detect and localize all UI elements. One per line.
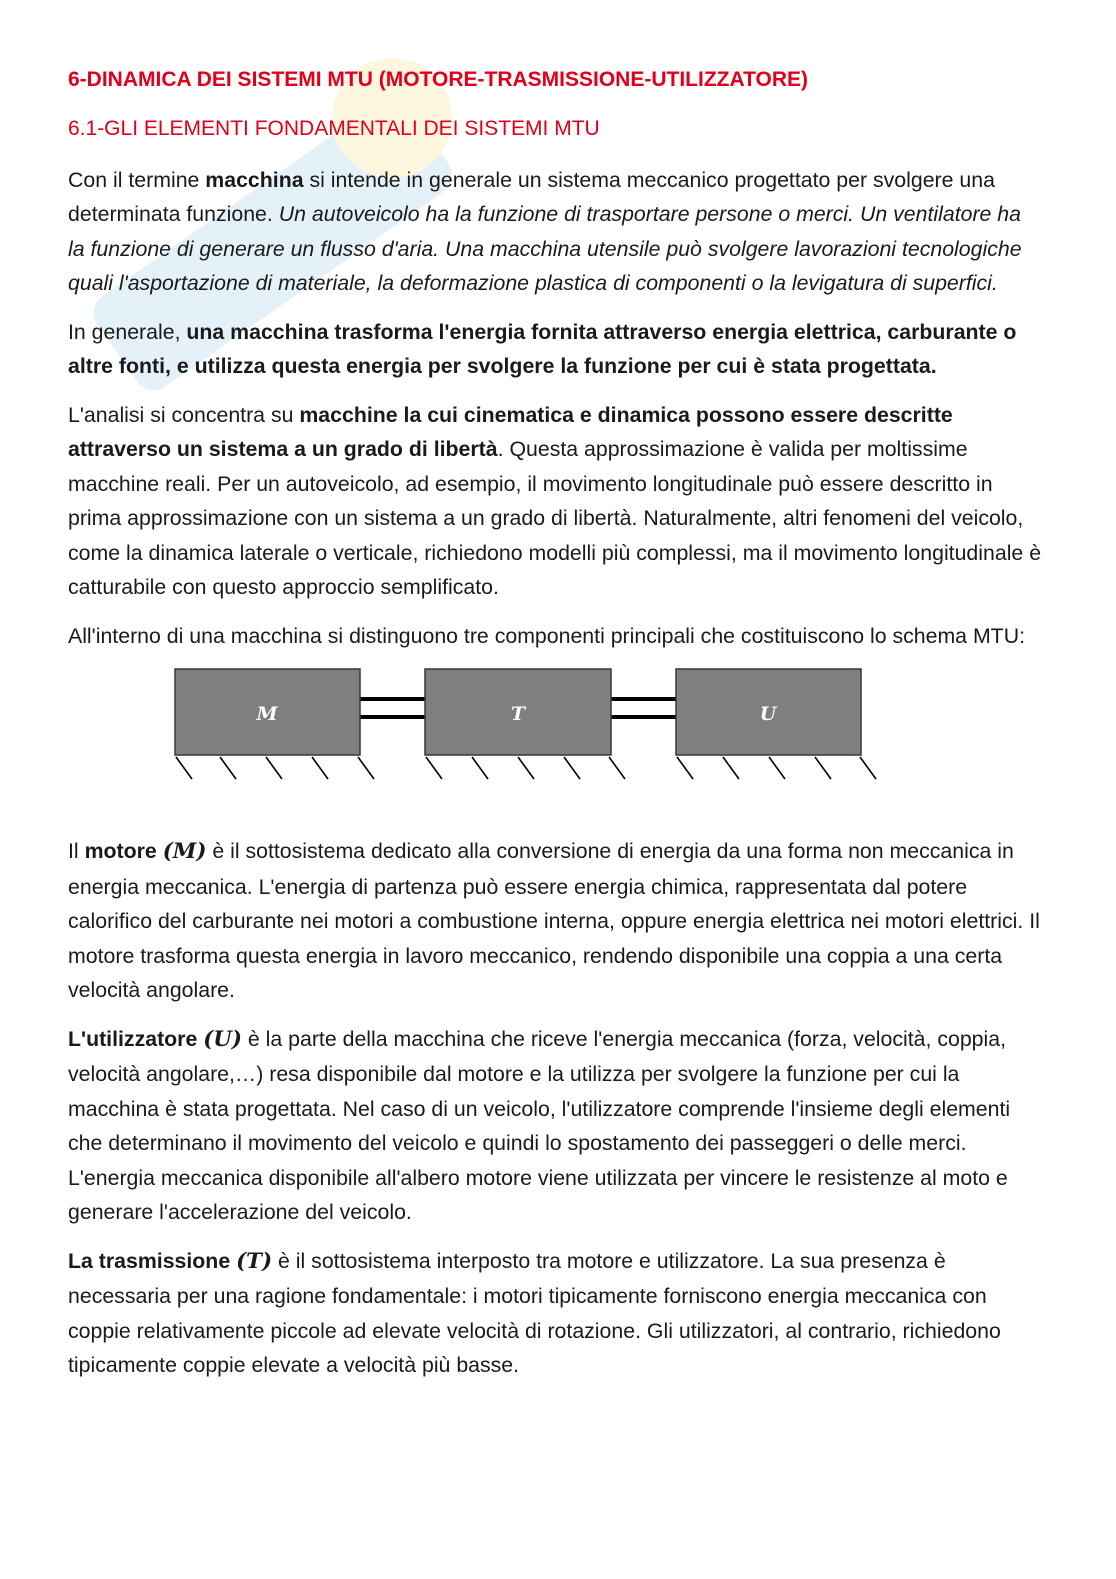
paragraph-machine-definition: Con il termine macchina si intende in generale un sistema meccanico progettato per svolgere una determinata funzione. Un autoveicolo ha la funzione di trasportare persone o merci. Un ventilatore ha la funzione di generare un flusso d'aria. Una macchina utensile può svolgere lavorazioni tecnologiche quali l'asportazione di materiale, la deformazione plastica di componenti o la levigatura di superfici. [68,167,1022,296]
mtu-diagram [68,667,1043,812]
chapter-heading: 6-DINAMICA DEI SISTEMI MTU (MOTORE-TRASMISSIONE-UTILIZZATORE) [68,68,809,91]
symbol-t: (T) [236,1248,273,1274]
paragraph-trasmissione: La trasmissione (T) è il sottosistema interposto tra motore e utilizzatore. La sua presenza è necessaria per una ragione fondamentale: i motori tipicamente forniscono energia meccanica con coppie relativamente piccole ad elevate velocità di rotazione. Gli utilizzatori, al contrario, richiedono tipicamente coppie elevate a velocità più basse. [68,1248,1001,1378]
paragraph-motore: Il motore (M) è il sottosistema dedicato alla conversione di energia da una forma non meccanica in energia meccanica. L'energia di partenza può essere energia chimica, rappresentata dal potere calorifico del carburante nei motori a combustione interna, oppure energia elettrica nei motori elettrici. Il motore trasforma questa energia in lavoro meccanico, rendendo disponibile una coppia a una certa velocità angolare. [68,839,1040,1003]
label-t: T [510,703,526,726]
label-m: M [256,703,278,726]
document-page [68,66,1043,1397]
paragraph-utilizzatore: L'utilizzatore (U) è la parte della macchina che riceve l'energia meccanica (forza, velocità, coppia, velocità angolare,…) resa disponibile dal motore e la utilizza per svolgere la funzione per cui la macchina è stata progettata. Nel caso di un veicolo, l'utilizzatore comprende l'insieme degli elementi che determinano il movimento del veicolo e quindi lo spostamento dei passeggeri o delle merci. L'energia meccanica disponibile all'albero motore viene utilizzata per vincere le resistenze al moto e generare l'accelerazione del veicolo. [68,1026,1011,1225]
mtu-diagram-svg [68,667,1043,812]
section-heading: 6.1-GLI ELEMENTI FONDAMENTALI DEI SISTEMI MTU [68,117,600,141]
paragraph-energy: In generale, una macchina trasforma l'energia fornita attraverso energia elettrica, carburante o altre fonti, e utilizza questa energia per svolgere la funzione per cui è stata progettata. [68,319,1017,379]
paragraph-analysis: L'analisi si concentra su macchine la cui cinematica e dinamica possono essere descritte attraverso un sistema a un grado di libertà. Questa approssimazione è valida per moltissime macchine reali. Per un autoveicolo, ad esempio, il movimento longitudinale può essere descritto in prima approssimazione con un sistema a un grado di libertà. Naturalmente, altri fenomeni del veicolo, come la dinamica laterale o verticale, richiedono modelli più complessi, ma il movimento longitudinale è catturabile con questo approccio semplificato. [68,402,1042,600]
label-u: U [759,703,777,726]
symbol-m: (M) [162,839,207,865]
symbol-u: (U) [203,1026,242,1052]
ground-hatching [176,757,876,779]
paragraph-components-intro: All'interno di una macchina si distinguono tre componenti principali che costituiscono lo schema MTU: [68,623,1025,648]
